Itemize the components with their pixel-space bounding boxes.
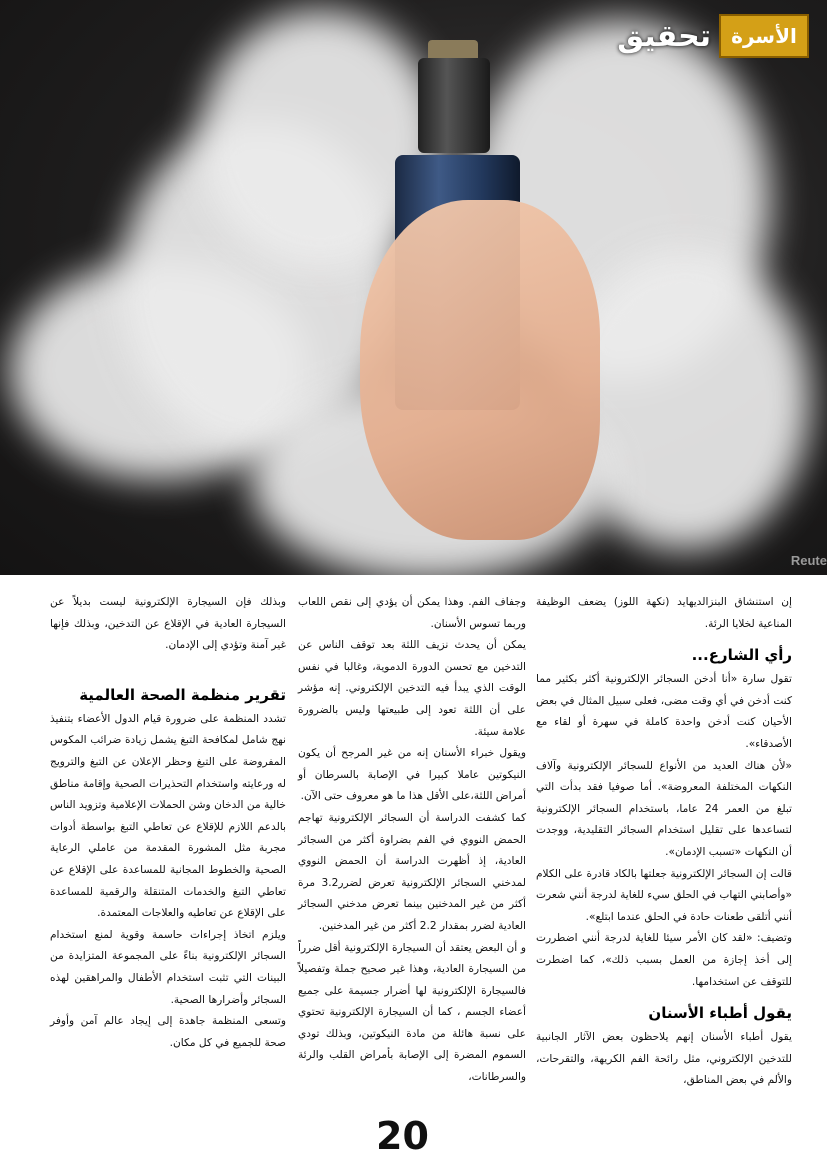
magazine-logo [719, 14, 809, 58]
column-right [536, 592, 792, 1092]
magazine-header [617, 14, 809, 58]
subheading: تقرير منظمة الصحة العالمية [79, 685, 286, 704]
paragraph: تشدد المنظمة على ضرورة قيام الدول الأعضاء بتنفيذ نهج شامل لمكافحة التبغ يشمل زيادة ضرائب المكوس المفروضة على التبغ وحظر الإعلان عن التبغ والترويج له ورعايته واستخدام التحذيرات الصحية وإقامة مناطق خالية من الدخان وشن الحملات الإعلامية وتزويد الناس بالدعم اللازم للإقلاع عن تعاطي التبغ بواسطة أدوات مجربة مثل المشورة المقدمة من عاملي الرعاية الصحية والخطوط المجانية للمساعدة على الإقلاع عن تعاطي التبغ والخدمات المتنقلة والرقمية للمساعدة على الإقلاع عن تعاطيه والعلاجات المعتمدة. [50, 712, 286, 920]
paragraph: إن استنشاق البنزالديهايد (نكهة اللوز) يضعف الوظيفة المناعية لخلايا الرئة. [536, 596, 792, 630]
vape-tank [418, 58, 490, 153]
paragraph: يمكن أن يحدث نزيف اللثة بعد توقف الناس عن التدخين مع تحسن الدورة الدموية، وغالبا في نفس الوقت الذي يبدأ فيه التدخين الإلكتروني. إنه مؤشر على أن اللثة تعود إلى طبيعتها وليس بالضرورة علامة سيئة. [298, 639, 526, 738]
paragraph: يقول أطباء الأسنان إنهم يلاحظون بعض الآثار الجانبية للتدخين الإلكتروني، مثل رائحة الفم الكريهة، والتقرحات، والألم في بعض المناطق، [536, 1031, 792, 1087]
subheading: يقول أطباء الأسنان [648, 1004, 792, 1023]
section-title: تحقيق [617, 18, 711, 54]
paragraph: وتضيف: «لقد كان الأمر سيئا للغاية لدرجة أنني اضطررت إلى أخذ إجازة من العمل بسبب ذلك»، كما اضطرت للتوقف عن استخدامها. [536, 932, 792, 988]
paragraph: قالت إن السجائر الإلكترونية جعلتها بالكاد قادرة على الكلام «وأصابني التهاب في الحلق سيء للغاية لدرجة أنني شعرت أنني أتلقى طعنات حادة في الحلق عندما ابتلع». [536, 867, 792, 923]
paragraph: وجفاف الفم. وهذا يمكن أن يؤدي إلى نقص اللعاب وربما تسوس الأسنان. [298, 596, 526, 630]
paragraph: ويقول خبراء الأسنان إنه من غير المرجح أن يكون النيكوتين عاملا كبيرا في الإصابة بالسرطان أو أمراض اللثة،على الأقل هذا ما هو معروف حتى الآن. [298, 747, 526, 803]
column-left [50, 592, 286, 1054]
hero-photo [0, 0, 827, 575]
paragraph: «لأن هناك العديد من الأنواع للسجائر الإلكترونية وآلاف النكهات المختلفة المعروضة». أما صوفيا فقد بدأت التي تبلغ من العمر 24 عاما، باستخدام السجائر الإلكترونية لتساعدها على تقليل استخدام السجائر التقليدية، ووجدت أن النكهات «تسبب الإدمان». [536, 759, 792, 858]
paragraph: كما كشفت الدراسة أن السجائر الإلكترونية تهاجم الحمض النووي في الفم بضراوة أكثر من السجائر العادية، إذ أظهرت الدراسة أن الحمض النووي لمدخني السجائر الإلكترونية تعرض لضرر3.2 مرة أكثر من غير المدخنين بينما تعرض مدخني السجائر العادية لضرر بمقدار 2.2 أكثر من غير المدخنين. [298, 811, 527, 932]
column-middle [298, 592, 526, 1089]
paragraph: و أن البعض يعتقد أن السيجارة الإلكترونية أقل ضرراً من السيجارة العادية، وهذا غير صحيح جملة وتفصيلاً فالسيجارة الإلكترونية لها أضرار جسيمة على جميع أعضاء الجسم ، كما أن السيجارة الإلكترونية تحتوي على نسبة هائلة من مادة النيكوتين، وبذلك تودي السموم المضرة إلى الإصابة بأمراض القلب والرئة والسرطانات، [298, 941, 526, 1084]
page-number: 20 [376, 1114, 429, 1158]
hand [360, 200, 600, 540]
article-body [0, 592, 827, 1132]
vape-drip-tip [428, 40, 478, 58]
paragraph: ويلزم اتخاذ إجراءات حاسمة وقوية لمنع استخدام السجائر الإلكترونية بناءً على المجموعة المتزايدة من البينات التي تثبت استخدام الأطفال والمراهقين لهذه السجائر وأضرارها الصحية. [50, 928, 286, 1006]
paragraph: وبذلك فإن السيجارة الإلكترونية ليست بديلاً عن السيجارة العادية في الإقلاع عن التدخين، وبذلك فإنها غير آمنة وتؤدي إلى الإدمان. [50, 596, 286, 652]
paragraph: وتسعى المنظمة جاهدة إلى إيجاد عالم آمن وأوفر صحة للجميع في كل مكان. [50, 1015, 286, 1049]
subheading: رأي الشارع... [691, 646, 792, 665]
paragraph: تقول سارة «أنا أدخن السجائر الإلكترونية أكثر بكثير مما كنت أدخن في أي وقت مضى، فعلى سبيل المثال في بعض الأحيان كنت أدخن واحدة كاملة في سهرة أو لقاء مع الأصدقاء». [536, 673, 792, 750]
logo-text: الأسرة [731, 24, 797, 48]
photo-credit: Reute [790, 553, 827, 568]
